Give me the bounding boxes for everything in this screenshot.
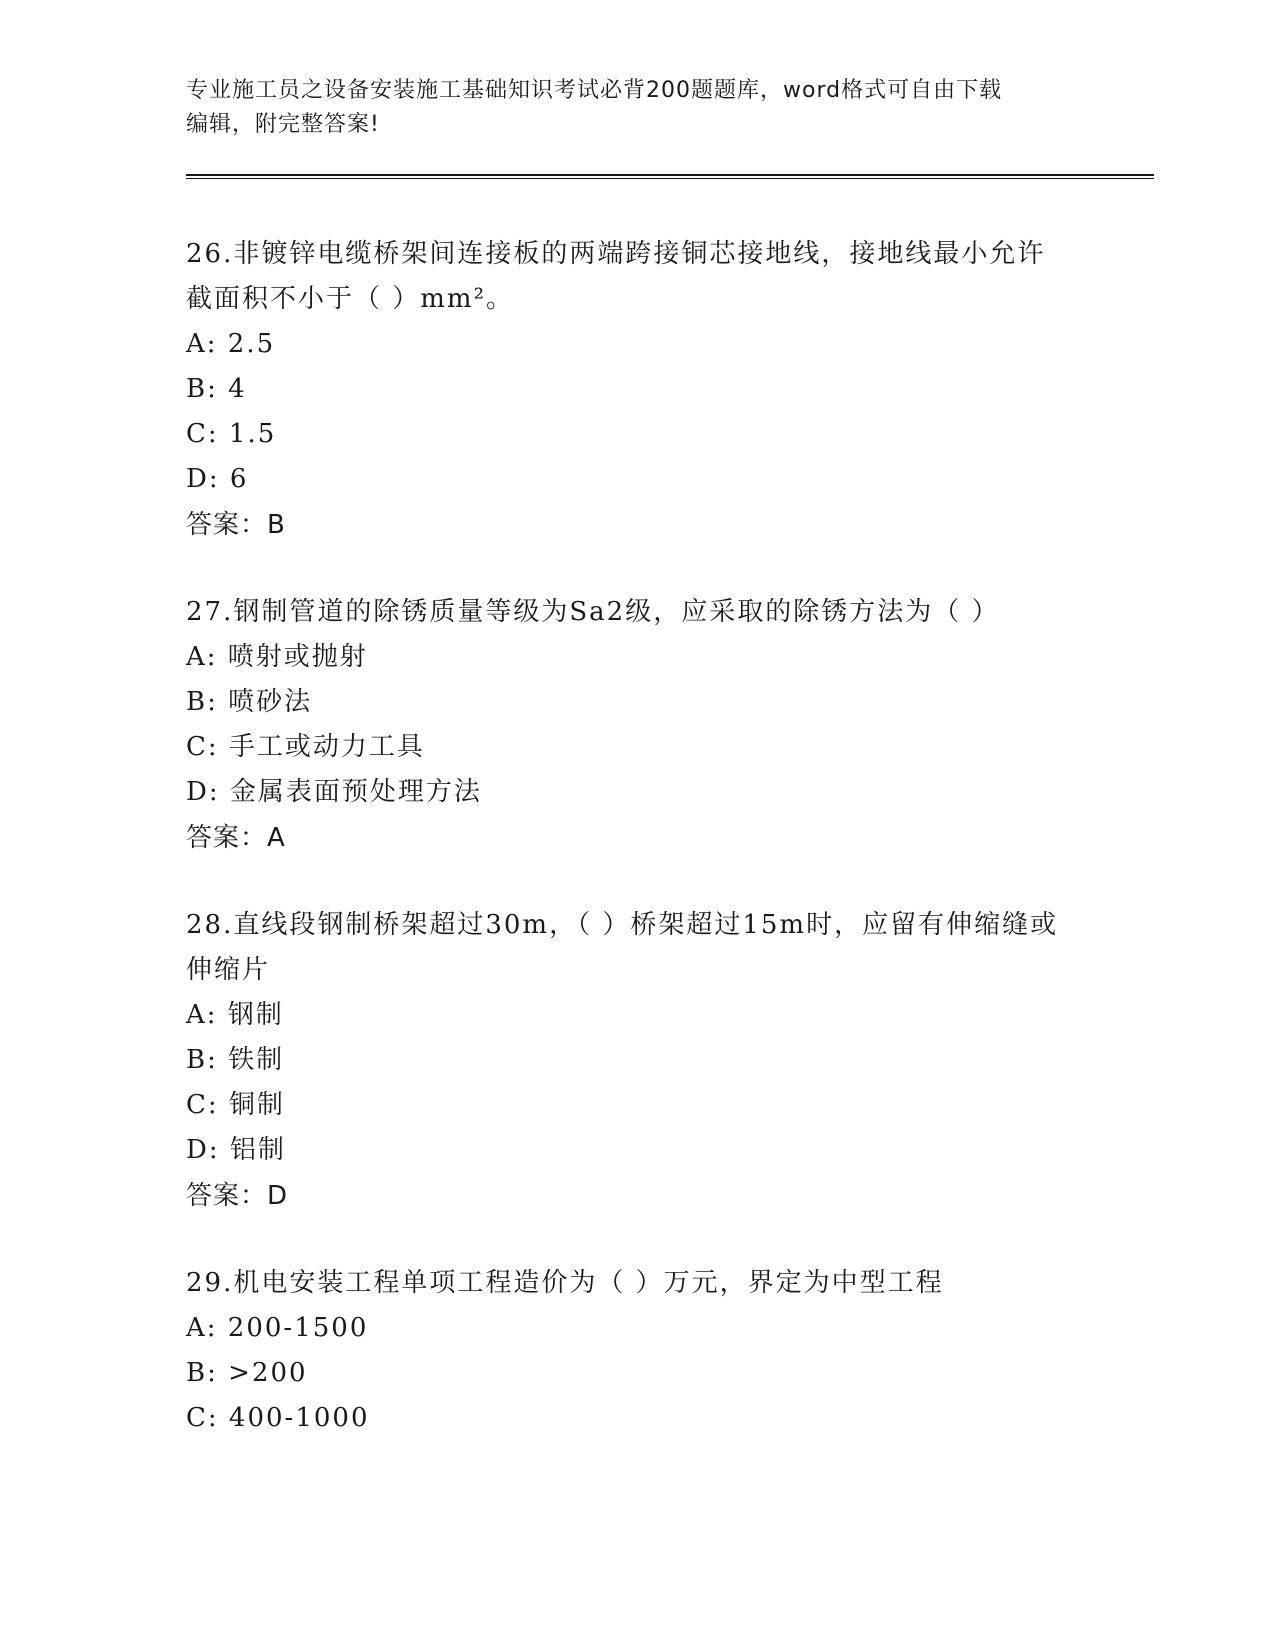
- question-stem: 26.非镀锌电缆桥架间连接板的两端跨接铜芯接地线，接地线最小允许: [186, 239, 1046, 269]
- option-a: A: 钢制: [186, 1000, 284, 1030]
- header-divider: [186, 174, 1154, 179]
- answer: 答案：A: [186, 823, 286, 853]
- question-stem-continued: 截面积不小于（ ）mm²。: [186, 284, 514, 314]
- option-a: A: 200-1500: [186, 1313, 369, 1343]
- question-stem: 27.钢制管道的除锈质量等级为Sa2级，应采取的除锈方法为（ ）: [186, 597, 1000, 627]
- question-stem-continued: 伸缩片: [186, 955, 271, 985]
- option-c: C: 铜制: [186, 1090, 285, 1120]
- option-b: B: >200: [186, 1358, 308, 1388]
- option-a: A: 2.5: [186, 329, 276, 359]
- option-b: B: 喷砂法: [186, 687, 313, 717]
- header-line-1: 专业施工员之设备安装施工基础知识考试必背200题题库，word格式可自由下载: [186, 78, 1003, 103]
- option-c: C: 400-1000: [186, 1403, 370, 1433]
- question-29: [186, 1261, 1086, 1441]
- question-26: [186, 232, 1086, 548]
- option-d: D: 金属表面预处理方法: [186, 777, 482, 807]
- option-c: C: 手工或动力工具: [186, 732, 425, 762]
- option-c: C: 1.5: [186, 419, 277, 449]
- question-list: [186, 232, 1086, 1483]
- answer: 答案：D: [186, 1181, 289, 1211]
- option-b: B: 4: [186, 374, 247, 404]
- option-b: B: 铁制: [186, 1045, 285, 1075]
- question-28: [186, 903, 1086, 1219]
- header-line-2: 编辑，附完整答案!: [186, 112, 380, 137]
- answer: 答案：B: [186, 510, 286, 540]
- question-27: [186, 590, 1086, 861]
- option-d: D: 6: [186, 464, 249, 494]
- document-header: [186, 74, 1086, 142]
- question-stem: 28.直线段钢制桥架超过30m，（ ）桥架超过15m时，应留有伸缩缝或: [186, 910, 1059, 940]
- option-d: D: 铝制: [186, 1135, 286, 1165]
- option-a: A: 喷射或抛射: [186, 642, 368, 672]
- question-stem: 29.机电安装工程单项工程造价为（ ）万元，界定为中型工程: [186, 1268, 944, 1298]
